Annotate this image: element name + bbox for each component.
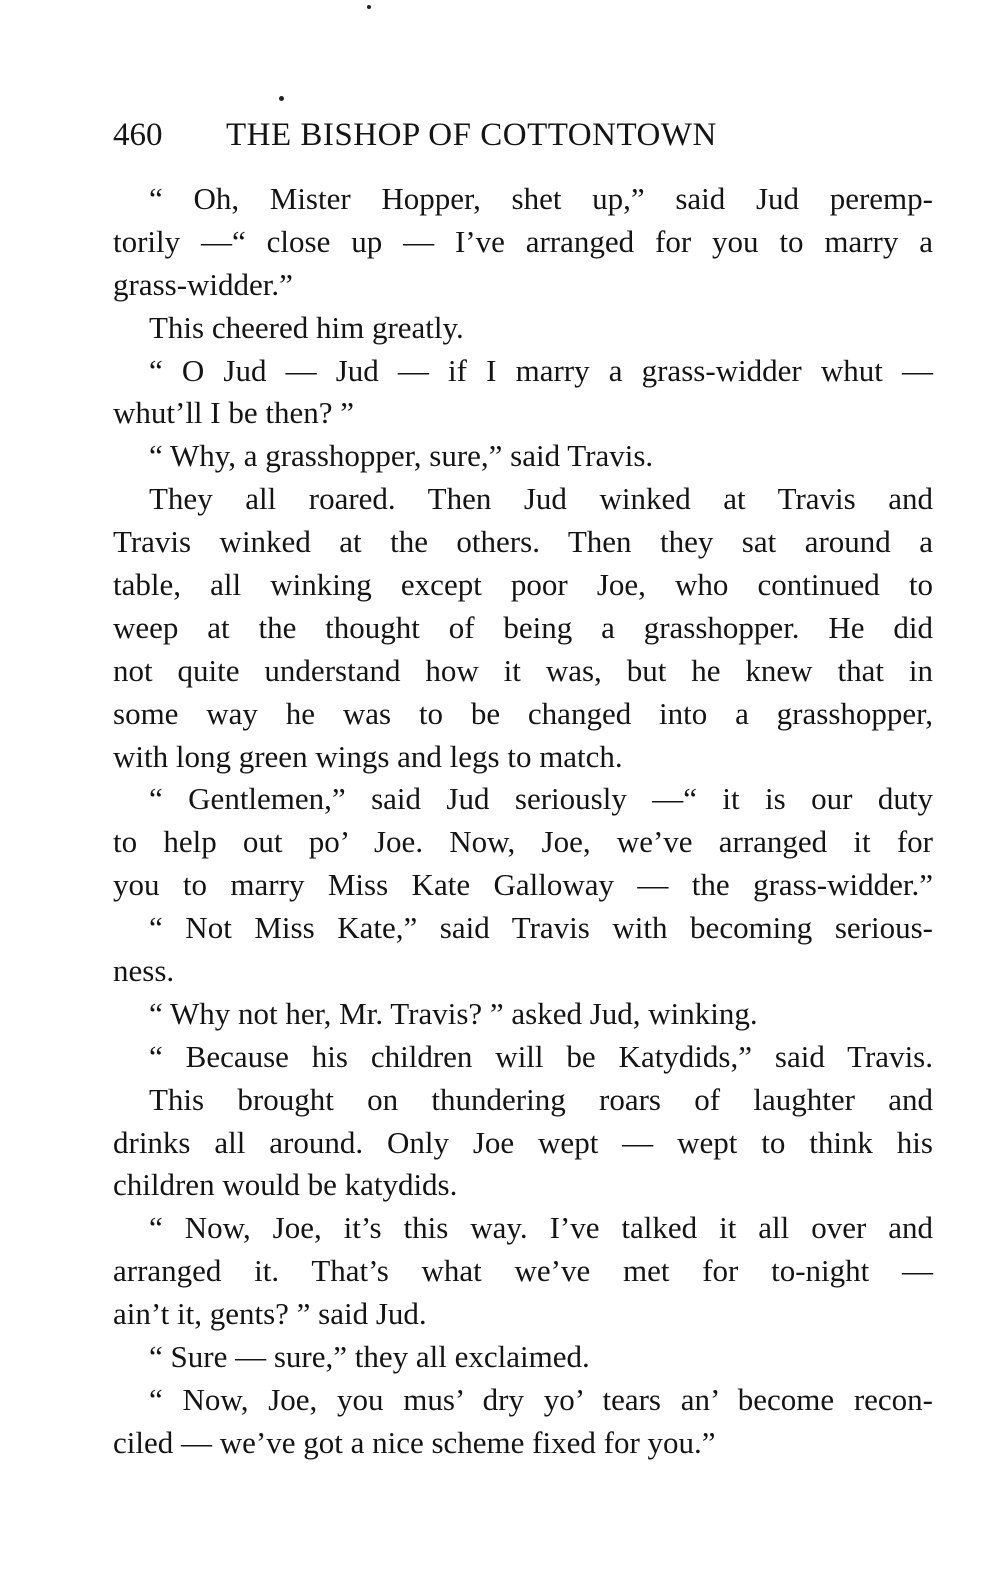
text-line: not quite understand how it was, but he knew that in	[113, 652, 933, 688]
text-line: with long green wings and legs to match.	[113, 738, 623, 774]
text-line: you to marry Miss Kate Galloway — the grass-widder.”	[113, 867, 933, 903]
running-head	[113, 112, 933, 158]
print-speck	[367, 5, 371, 9]
page-number: 460	[113, 117, 163, 153]
text-line: “ Gentlemen,” said Jud seriously —“ it is our duty	[149, 781, 933, 817]
text-line: grass-widder.”	[113, 266, 293, 302]
text-line: “ Now, Joe, it’s this way. I’ve talked it all over and	[149, 1210, 933, 1246]
running-title: THE BISHOP OF COTTONTOWN	[226, 117, 717, 153]
text-line: drinks all around. Only Joe wept — wept to think his	[113, 1124, 933, 1160]
text-line: “ Why not her, Mr. Travis? ” asked Jud, winking.	[149, 995, 758, 1031]
text-line: “ Why, a grasshopper, sure,” said Travis.	[149, 438, 654, 474]
text-line: ciled — we’ve got a nice scheme fixed for you.”	[113, 1424, 716, 1460]
text-line: torily —“ close up — I’ve arranged for you to marry a	[113, 223, 933, 259]
text-line: They all roared. Then Jud winked at Travis and	[149, 481, 933, 517]
text-line: some way he was to be changed into a grasshopper,	[113, 695, 933, 731]
text-line: “ Now, Joe, you mus’ dry yo’ tears an’ become recon-	[149, 1381, 933, 1417]
text-line: table, all winking except poor Joe, who continued to	[113, 567, 933, 603]
text-line: “ Oh, Mister Hopper, shet up,” said Jud peremp-	[149, 181, 933, 216]
text-line: children would be katydids.	[113, 1167, 458, 1203]
body-text	[113, 178, 933, 1465]
text-line: This brought on thundering roars of laughter and	[149, 1081, 933, 1117]
text-line: whut’ll I be then? ”	[113, 395, 355, 431]
text-line: arranged it. That’s what we’ve met for to-night —	[113, 1253, 933, 1289]
text-line: “ Sure — sure,” they all exclaimed.	[149, 1339, 590, 1375]
text-line: ness.	[113, 953, 175, 989]
text-line: to help out po’ Joe. Now, Joe, we’ve arranged it for	[113, 824, 933, 860]
text-line: “ O Jud — Jud — if I marry a grass-widder whut —	[149, 352, 933, 388]
text-line: weep at the thought of being a grasshopper. He did	[113, 609, 933, 645]
print-speck	[279, 96, 284, 101]
text-line: “ Not Miss Kate,” said Travis with becoming serious-	[149, 910, 933, 946]
text-line: ain’t it, gents? ” said Jud.	[113, 1296, 427, 1332]
text-line: Travis winked at the others. Then they sat around a	[113, 524, 933, 560]
text-line: This cheered him greatly.	[149, 309, 464, 345]
text-line: “ Because his children will be Katydids,” said Travis.	[149, 1038, 933, 1074]
